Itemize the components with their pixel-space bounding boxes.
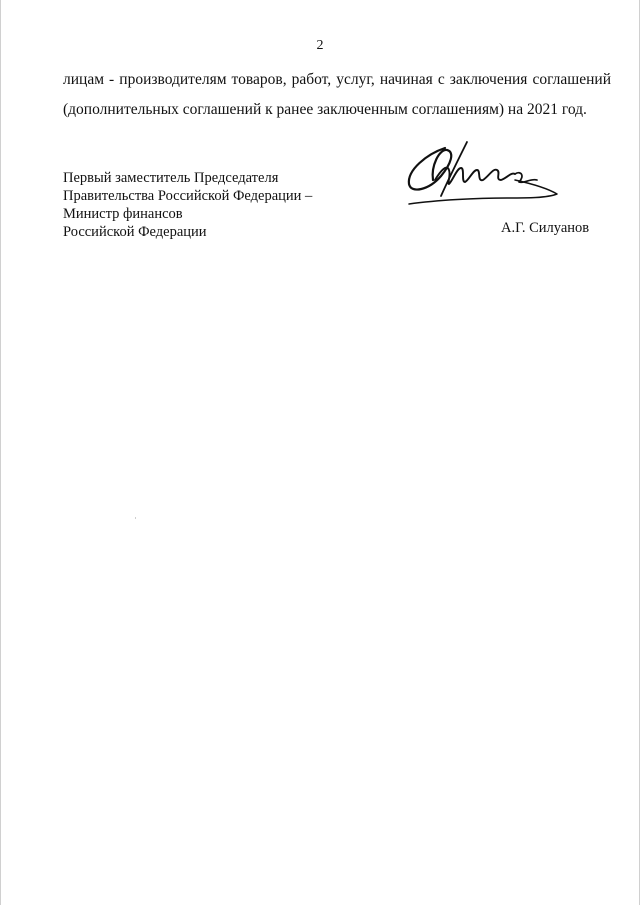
signatory-title-line: Правительства Российской Федерации – — [63, 188, 313, 204]
signer-name: А.Г. Силуанов — [501, 220, 590, 236]
handwritten-signature-icon — [397, 140, 567, 214]
page-number: 2 — [316, 38, 324, 53]
body-paragraph — [63, 65, 611, 125]
signatory-title-line: Министр финансов — [63, 206, 183, 222]
body-line: (дополнительных соглашений к ранее заключенным соглашениям) на 2021 год. — [63, 101, 587, 118]
body-line: лицам - производителям товаров, работ, услуг, начиная с заключения соглашений — [63, 71, 611, 88]
signatory-title — [63, 169, 312, 241]
signatory-title-line: Российской Федерации — [63, 224, 207, 240]
signatory-title-line: Первый заместитель Председателя — [63, 170, 279, 186]
scan-artifact — [135, 517, 136, 519]
